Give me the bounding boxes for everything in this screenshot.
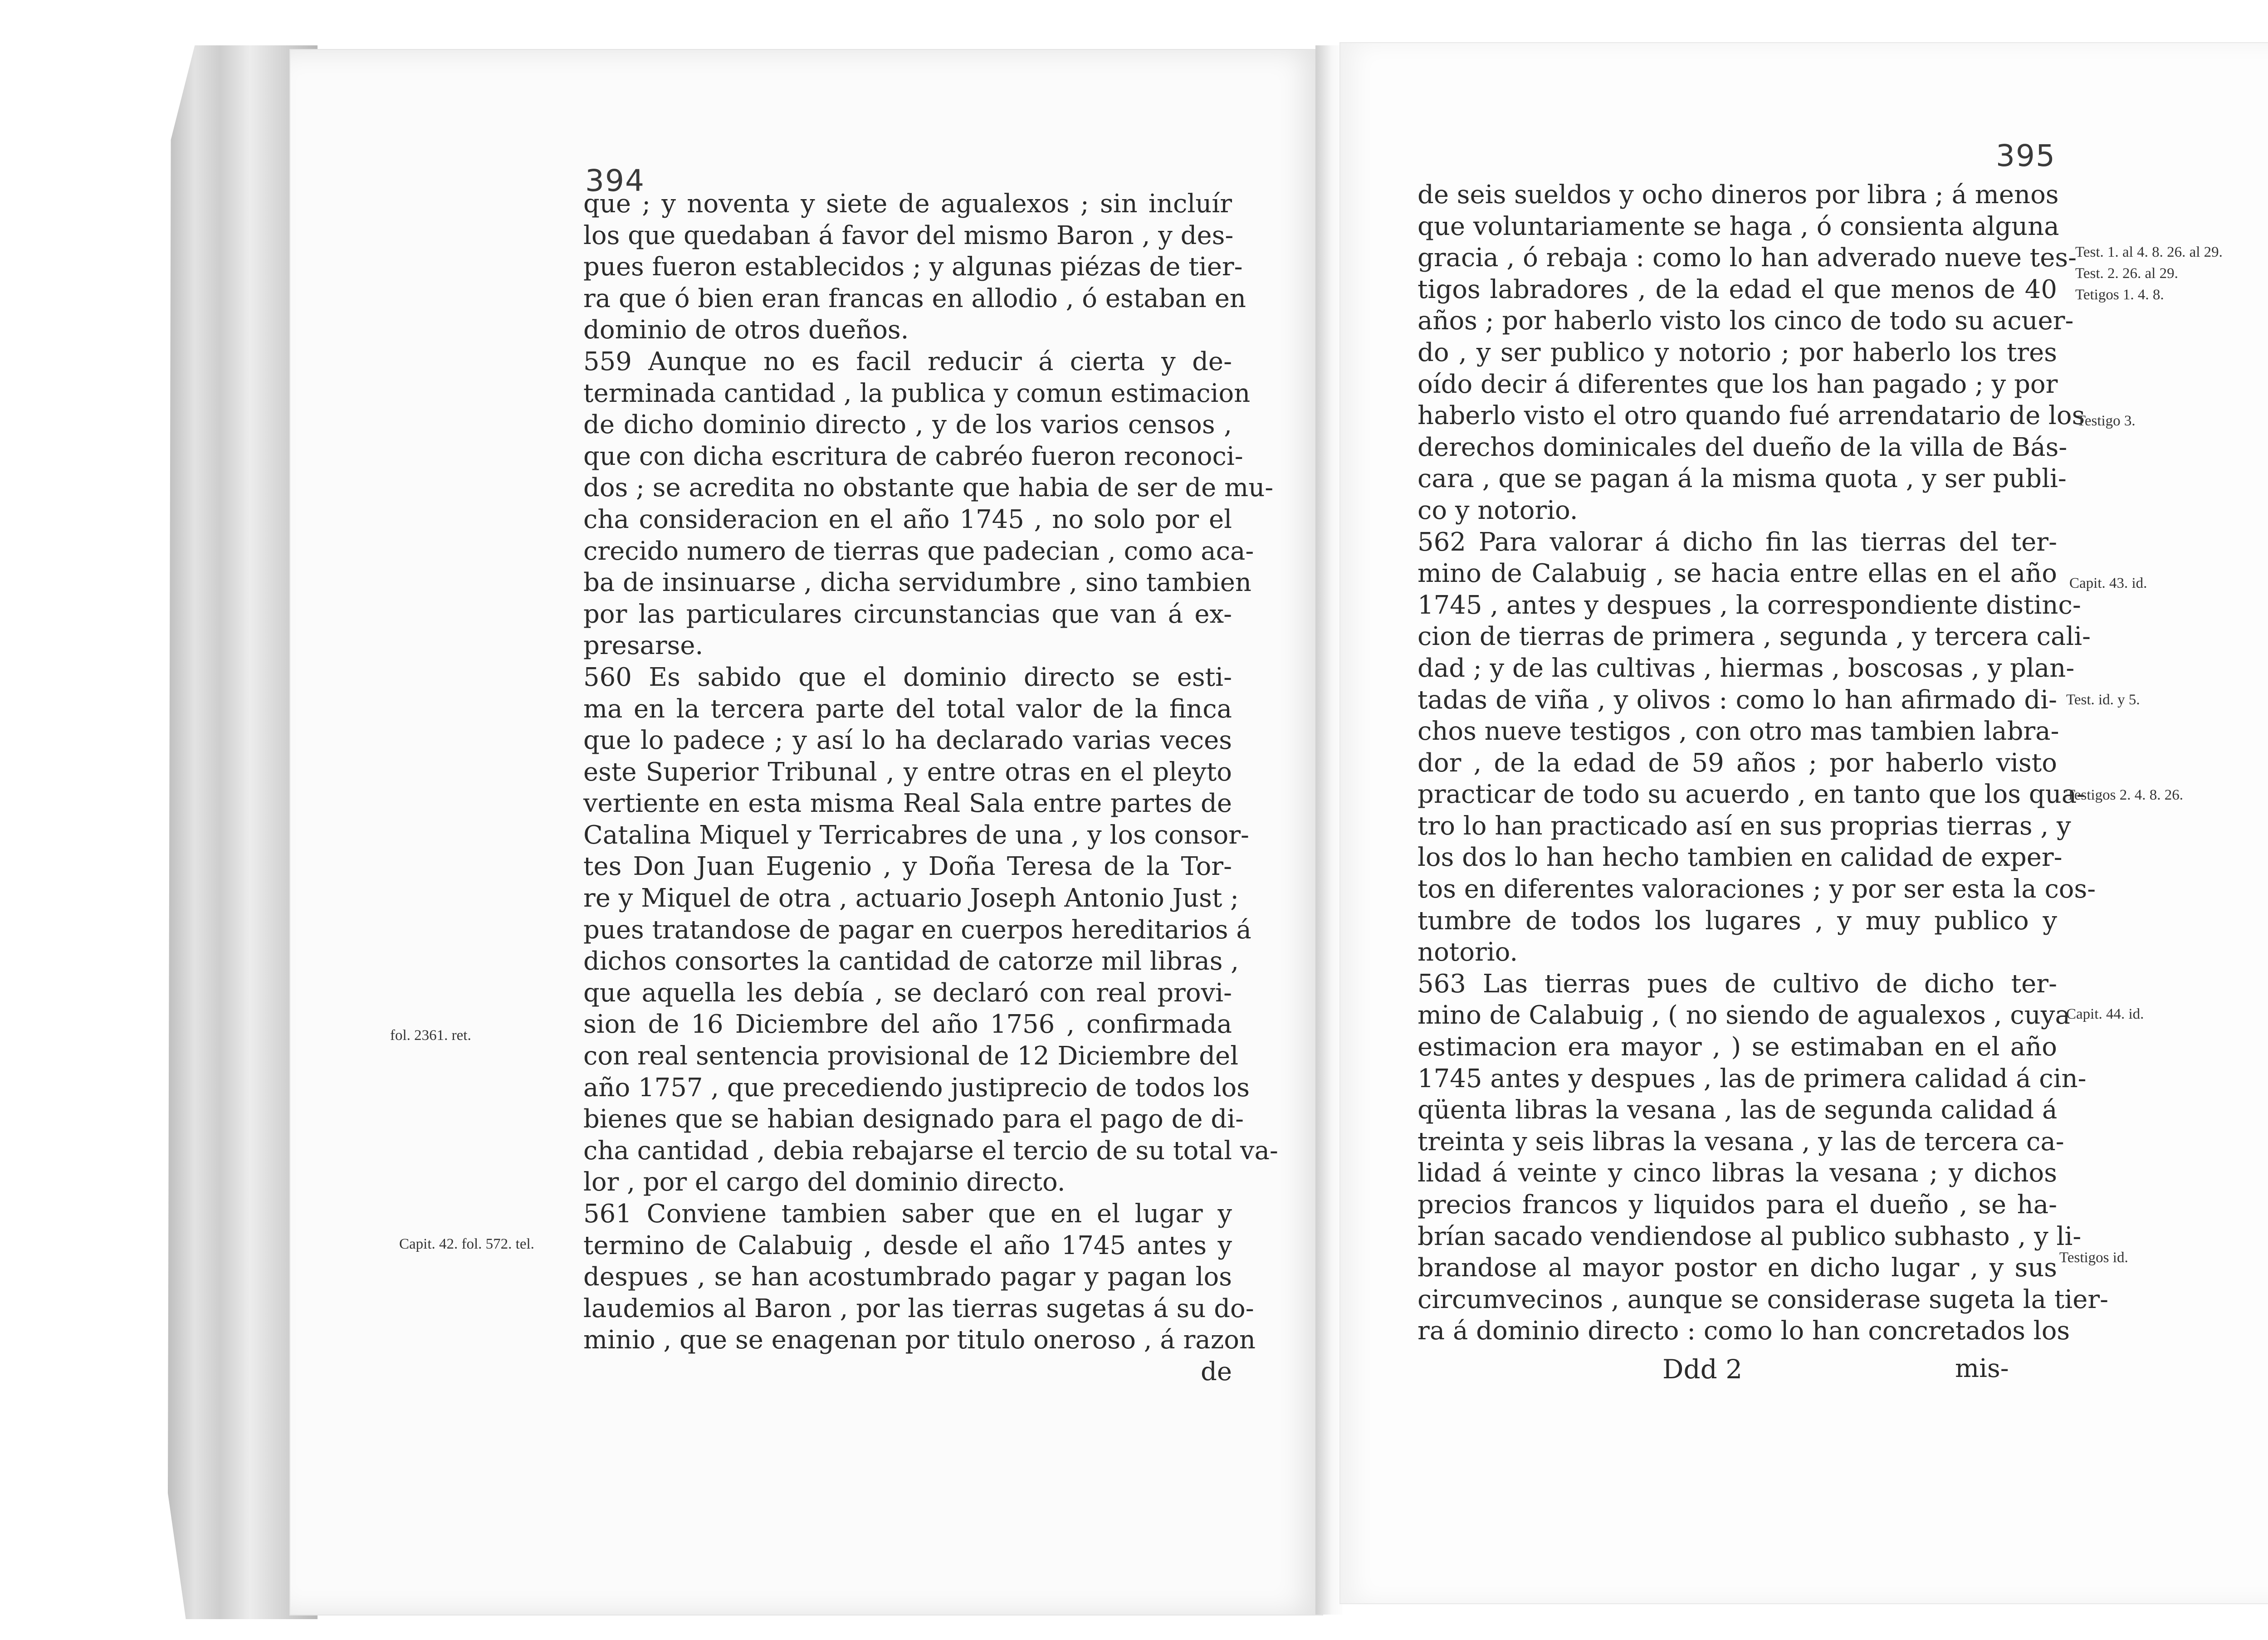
- text-line: re y Miquel de otra , actuario Joseph Antonio Just ;: [583, 883, 1239, 913]
- text-line: qüenta libras la vesana , las de segunda calidad á: [1418, 1095, 2058, 1125]
- text-line: que con dicha escritura de cabréo fueron reconoci-: [583, 441, 1243, 471]
- text-line: que lo padece ; y así lo ha declarado varias veces: [583, 726, 1232, 756]
- text-line: cion de tierras de primera , segunda , y tercera cali-: [1418, 622, 2091, 652]
- text-line: 1745 , antes y despues , la correspondiente distinc-: [1418, 590, 2081, 620]
- text-line: terminada cantidad , la publica y comun estimacion: [583, 378, 1251, 408]
- margin-note: fol. 2361. ret.: [390, 1027, 471, 1044]
- text-line: lidad á veinte y cinco libras la vesana ; y dichos: [1418, 1158, 2057, 1188]
- text-line: que voluntariamente se haga , ó consienta alguna: [1418, 211, 2059, 241]
- margin-note: Testigo 3.: [2077, 413, 2136, 429]
- text-line: 562 Para valorar á dicho fin las tierras del ter-: [1418, 527, 2057, 557]
- text-line: tigos labradores , de la edad el que menos de 40: [1418, 274, 2057, 304]
- text-line: estimacion era mayor , ) se estimaban en el año: [1418, 1032, 2057, 1062]
- text-line: circumvecinos , aunque se considerase sugeta la tier-: [1418, 1284, 2109, 1314]
- text-line: este Superior Tribunal , y entre otras en el pleyto: [583, 757, 1232, 787]
- text-line: pues tratandose de pagar en cuerpos hereditarios á: [583, 915, 1251, 945]
- text-line: bienes que se habian designado para el pago de di-: [583, 1104, 1244, 1134]
- text-line: ra á dominio directo : como lo han concretados los: [1418, 1316, 2070, 1346]
- left-page-number: 394: [585, 163, 645, 198]
- text-line: gracia , ó rebaja : como lo han adverado nueve tes-: [1418, 243, 2077, 273]
- catchword: mis-: [1955, 1354, 2009, 1383]
- text-line: laudemios al Baron , por las tierras sugetas á su do-: [583, 1293, 1254, 1323]
- left-text-column: [583, 188, 1278, 1388]
- text-line: dichos consortes la cantidad de catorze mil libras ,: [583, 947, 1239, 976]
- margin-note: Tetigos 1. 4. 8.: [2075, 287, 2164, 303]
- text-line: ma en la tercera parte del total valor de la finca: [583, 694, 1232, 724]
- text-line: vertiente en esta misma Real Sala entre partes de: [583, 789, 1232, 819]
- text-line: practicar de todo su acuerdo , en tanto que los qua-: [1418, 780, 2085, 810]
- text-line: termino de Calabuig , desde el año 1745 antes y: [583, 1230, 1232, 1260]
- text-line: tumbre de todos los lugares , y muy publico y: [1418, 906, 2057, 936]
- text-line: 559 Aunque no es facil reducir á cierta y de-: [583, 347, 1232, 376]
- text-line: oído decir á diferentes que los han pagado ; y por: [1418, 369, 2058, 399]
- text-line: dad ; y de las cultivas , hiermas , boscosas , y plan-: [1418, 653, 2075, 683]
- text-line: crecido numero de tierras que padecian , como aca-: [583, 536, 1254, 566]
- text-line: tes Don Juan Eugenio , y Doña Teresa de la Tor-: [583, 852, 1232, 882]
- text-line: minio , que se enagenan por titulo oneroso , á razon: [583, 1325, 1256, 1355]
- text-line: do , y ser publico y notorio ; por haberlo los tres: [1418, 337, 2057, 367]
- text-line: sion de 16 Diciembre del año 1756 , confirmada: [583, 1010, 1232, 1040]
- text-line: año 1757 , que precediendo justiprecio de todos los: [583, 1073, 1250, 1103]
- text-line: de seis sueldos y ocho dineros por libra ; á menos: [1418, 180, 2059, 210]
- text-line: haberlo visto el otro quando fué arrendatario de los: [1418, 401, 2085, 431]
- text-line: que aquella les debía , se declaró con real provi-: [583, 978, 1232, 1008]
- text-line: dominio de otros dueños.: [583, 315, 909, 345]
- margin-note: Capit. 44. id.: [2066, 1006, 2144, 1022]
- text-line: Catalina Miquel y Terricabres de una , y los consor-: [583, 820, 1249, 850]
- right-page-number: 395: [1996, 138, 2056, 173]
- text-line: ra que ó bien eran francas en allodio , ó estaban en: [583, 283, 1246, 313]
- text-line: derechos dominicales del dueño de la villa de Bás-: [1418, 432, 2068, 462]
- text-line: mino de Calabuig , ( no siendo de agualexos , cuya: [1418, 1001, 2070, 1030]
- margin-note: Testigos 2. 4. 8. 26.: [2066, 787, 2184, 803]
- text-line: que ; y noventa y siete de agualexos ; sin incluír: [583, 189, 1232, 219]
- text-line: de: [1201, 1357, 1232, 1386]
- margin-note: Testigos id.: [2059, 1250, 2128, 1266]
- margin-note: Capit. 43. id.: [2069, 575, 2147, 591]
- text-line: de dicho dominio directo , y de los varios censos ,: [583, 410, 1232, 440]
- text-line: brandose al mayor postor en dicho lugar , y sus: [1418, 1253, 2057, 1283]
- margin-note: Test. 2. 26. al 29.: [2075, 265, 2178, 282]
- signature-mark: Ddd 2: [1662, 1354, 1743, 1385]
- text-line: dor , de la edad de 59 años ; por haberlo visto: [1418, 748, 2057, 778]
- margin-note: Test. id. y 5.: [2066, 692, 2140, 708]
- text-line: cha cantidad , debia rebajarse el tercio de su total va-: [583, 1136, 1278, 1166]
- text-line: precios francos y liquidos para el dueño , se ha-: [1418, 1190, 2057, 1220]
- text-line: co y notorio.: [1418, 495, 1578, 525]
- text-line: ba de insinuarse , dicha servidumbre , sino tambien: [583, 568, 1251, 598]
- text-line: por las particulares circunstancias que van á ex-: [583, 599, 1232, 629]
- text-line: 1745 antes y despues , las de primera calidad á cin-: [1418, 1064, 2087, 1093]
- margin-note: Test. 1. al 4. 8. 26. al 29.: [2075, 244, 2223, 260]
- text-line: brían sacado vendiendose al publico subhasto , y li-: [1418, 1221, 2082, 1251]
- text-line: 560 Es sabido que el dominio directo se esti-: [583, 662, 1232, 692]
- text-line: mino de Calabuig , se hacia entre ellas en el año: [1418, 559, 2057, 589]
- book-gutter: [1315, 45, 1343, 1615]
- text-line: presarse.: [583, 631, 704, 661]
- text-line: pues fueron establecidos ; y algunas piézas de tier-: [583, 252, 1243, 282]
- text-line: dos ; se acredita no obstante que habia de ser de mu-: [583, 473, 1274, 503]
- text-line: notorio.: [1418, 937, 1518, 967]
- text-line: lor , por el cargo del dominio directo.: [583, 1167, 1066, 1197]
- text-line: cara , que se pagan á la misma quota , y ser publi-: [1418, 464, 2067, 494]
- text-line: años ; por haberlo visto los cinco de todo su acuer-: [1418, 306, 2074, 336]
- text-line: cha consideracion en el año 1745 , no solo por el: [583, 504, 1232, 534]
- text-line: tos en diferentes valoraciones ; y por ser esta la cos-: [1418, 874, 2096, 904]
- text-line: con real sentencia provisional de 12 Diciembre del: [583, 1041, 1239, 1071]
- text-line: 563 Las tierras pues de cultivo de dicho ter-: [1418, 969, 2057, 999]
- margin-note: Capit. 42. fol. 572. tel.: [399, 1236, 534, 1252]
- text-line: los que quedaban á favor del mismo Baron , y des-: [583, 220, 1234, 250]
- text-line: despues , se han acostumbrado pagar y pagan los: [583, 1262, 1232, 1292]
- text-line: 561 Conviene tambien saber que en el lugar y: [583, 1199, 1232, 1229]
- text-line: los dos lo han hecho tambien en calidad de exper-: [1418, 843, 2063, 873]
- text-line: tadas de viña , y olivos : como lo han afirmado di-: [1418, 685, 2057, 715]
- text-line: treinta y seis libras la vesana , y las de tercera ca-: [1418, 1127, 2064, 1157]
- text-line: tro lo han practicado así en sus proprias tierras , y: [1418, 811, 2071, 841]
- text-line: chos nueve testigos , con otro mas tambien labra-: [1418, 717, 2059, 747]
